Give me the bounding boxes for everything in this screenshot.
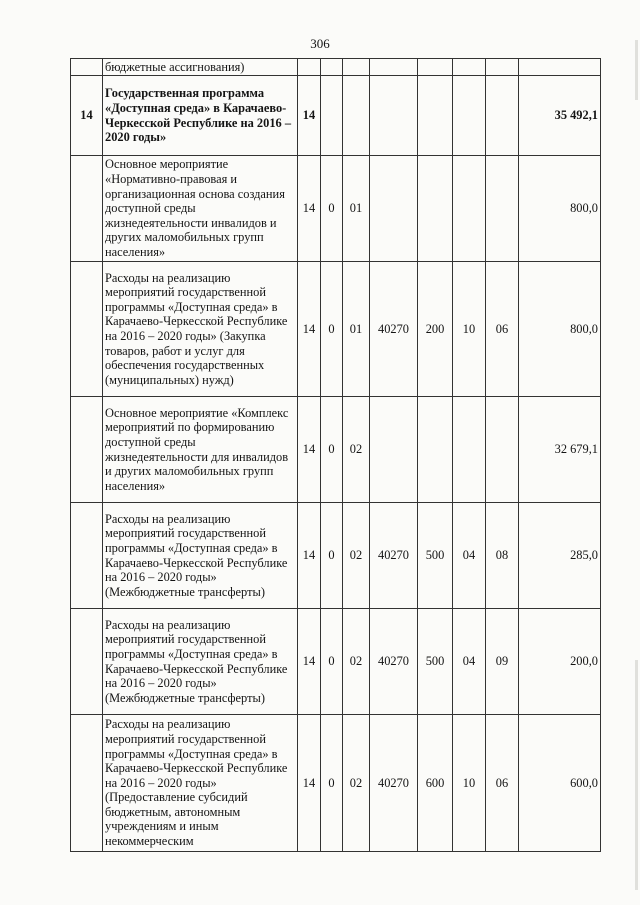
- cell-rz: [453, 397, 486, 503]
- cell-om: 01: [343, 156, 370, 262]
- cell-sum: 800,0: [519, 262, 601, 397]
- row-name: Расходы на реализацию мероприятий государственной программы «Доступная среда» в Карачаево-Черкесской Республике на 2016 – 2020 годы» (Межбюджетные трансферты): [103, 609, 298, 715]
- cell-gp: 14: [298, 397, 321, 503]
- cell-pp: 0: [321, 609, 343, 715]
- row-name: бюджетные ассигнования): [103, 59, 298, 76]
- cell-gp: 14: [298, 262, 321, 397]
- table-row: [71, 156, 601, 262]
- cell-vr: 200: [418, 262, 453, 397]
- table-row: [71, 503, 601, 609]
- cell-rz: 04: [453, 503, 486, 609]
- cell-rz: 04: [453, 609, 486, 715]
- cell-napr: 40270: [370, 503, 418, 609]
- cell-rz: 10: [453, 262, 486, 397]
- cell-om: 02: [343, 503, 370, 609]
- cell-rz: [453, 59, 486, 76]
- cell-pr: 09: [486, 609, 519, 715]
- cell-sum: 285,0: [519, 503, 601, 609]
- row-name: Расходы на реализацию мероприятий государственной программы «Доступная среда» в Карачаево-Черкесской Республике на 2016 – 2020 годы» (Предоставление субсидий бюджетным, автономным учреждениям и иным некоммерческим: [103, 715, 298, 852]
- row-name: Расходы на реализацию мероприятий государственной программы «Доступная среда» в Карачаево-Черкесской Республике на 2016 – 2020 годы» (Межбюджетные трансферты): [103, 503, 298, 609]
- cell-gp: [298, 59, 321, 76]
- cell-gp: 14: [298, 156, 321, 262]
- cell-pr: 08: [486, 503, 519, 609]
- cell-sum: 32 679,1: [519, 397, 601, 503]
- table-row: [71, 609, 601, 715]
- cell-vr: [418, 156, 453, 262]
- table-row: [71, 715, 601, 852]
- cell-napr: 40270: [370, 715, 418, 852]
- cell-om: [343, 76, 370, 156]
- row-number: 14: [71, 76, 103, 156]
- cell-om: 02: [343, 397, 370, 503]
- row-name: Государственная программа «Доступная среда» в Карачаево-Черкесской Республике на 2016 – 2020 годы»: [103, 76, 298, 156]
- cell-vr: [418, 76, 453, 156]
- cell-rz: [453, 76, 486, 156]
- cell-napr: [370, 397, 418, 503]
- cell-rz: 10: [453, 715, 486, 852]
- cell-sum: 600,0: [519, 715, 601, 852]
- cell-pp: 0: [321, 397, 343, 503]
- cell-pp: [321, 59, 343, 76]
- row-number: [71, 503, 103, 609]
- cell-pr: [486, 76, 519, 156]
- budget-table: [70, 58, 601, 852]
- cell-pp: [321, 76, 343, 156]
- row-name: Расходы на реализацию мероприятий государственной программы «Доступная среда» в Карачаево-Черкесской Республике на 2016 – 2020 годы» (Закупка товаров, работ и услуг для обеспечения государственных (муниципальных) нужд): [103, 262, 298, 397]
- cell-vr: 600: [418, 715, 453, 852]
- row-number: [71, 59, 103, 76]
- row-number: [71, 262, 103, 397]
- row-number: [71, 609, 103, 715]
- cell-pp: 0: [321, 156, 343, 262]
- table-row: [71, 76, 601, 156]
- cell-napr: [370, 156, 418, 262]
- table-row: [71, 262, 601, 397]
- row-number: [71, 156, 103, 262]
- row-number: [71, 715, 103, 852]
- cell-gp: 14: [298, 76, 321, 156]
- row-name: Основное мероприятие «Нормативно-правовая и организационная основа создания доступной среды жизнедеятельности инвалидов и других маломобильных групп населения»: [103, 156, 298, 262]
- cell-gp: 14: [298, 609, 321, 715]
- cell-sum: 200,0: [519, 609, 601, 715]
- row-number: [71, 397, 103, 503]
- cell-rz: [453, 156, 486, 262]
- cell-sum: 800,0: [519, 156, 601, 262]
- cell-pr: [486, 397, 519, 503]
- cell-vr: [418, 397, 453, 503]
- page-number: 306: [310, 36, 330, 51]
- table-row: [71, 397, 601, 503]
- cell-gp: 14: [298, 715, 321, 852]
- cell-pr: [486, 59, 519, 76]
- cell-napr: [370, 76, 418, 156]
- cell-vr: 500: [418, 503, 453, 609]
- cell-vr: 500: [418, 609, 453, 715]
- row-name: Основное мероприятие «Комплекс мероприятий по формированию доступной среды жизнедеятельности для инвалидов и других маломобильных групп населения»: [103, 397, 298, 503]
- cell-om: 02: [343, 609, 370, 715]
- cell-pr: 06: [486, 262, 519, 397]
- cell-napr: [370, 59, 418, 76]
- cell-sum: 35 492,1: [519, 76, 601, 156]
- scan-edge-mark: [635, 660, 638, 890]
- cell-vr: [418, 59, 453, 76]
- cell-pr: 06: [486, 715, 519, 852]
- cell-gp: 14: [298, 503, 321, 609]
- scan-edge-mark: [635, 40, 638, 100]
- cell-napr: 40270: [370, 609, 418, 715]
- cell-om: [343, 59, 370, 76]
- cell-sum: [519, 59, 601, 76]
- cell-napr: 40270: [370, 262, 418, 397]
- cell-om: 01: [343, 262, 370, 397]
- cell-pp: 0: [321, 262, 343, 397]
- cell-pp: 0: [321, 715, 343, 852]
- cell-om: 02: [343, 715, 370, 852]
- cell-pr: [486, 156, 519, 262]
- table-row: [71, 59, 601, 76]
- cell-pp: 0: [321, 503, 343, 609]
